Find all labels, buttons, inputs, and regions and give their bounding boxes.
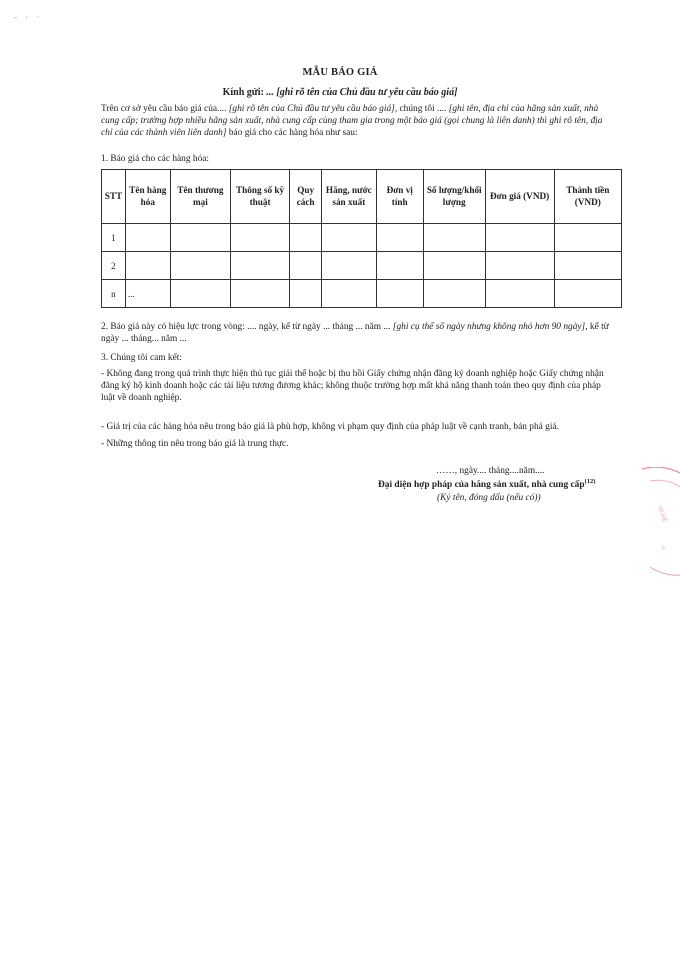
validity-placeholder: [ghi cụ thể số ngày nhưng không nhỏ hơn 90 ngày]: [392, 322, 586, 332]
section-3-heading: 3. Chúng tôi cam kết:: [101, 353, 182, 363]
table-cell: [125, 224, 170, 252]
table-cell: [423, 280, 485, 308]
commitment-item: - Không đang trong quá trình thực hiện thủ tục giải thể hoặc bị thu hồi Giấy chứng nhận đăng ký doanh nghiệp hoặc Giấy chứng nhận đăng ký hộ kinh doanh hoặc các tài liệu tương đương khác; không thuộc trường hợp mất khả năng thanh toán theo quy định của pháp luật về doanh nghiệp.: [101, 369, 604, 404]
quotation-table: [101, 169, 622, 308]
header-amount: Thành tiền (VND): [554, 170, 621, 224]
table-cell: [423, 252, 485, 280]
table-cell: [290, 252, 322, 280]
table-cell: [376, 224, 423, 252]
stamp-fragment-icon: [636, 467, 680, 577]
section-2-validity: [101, 321, 616, 345]
table-row: [102, 280, 622, 308]
svg-text:NGHỆ: NGHỆ: [656, 505, 668, 524]
table-cell: [290, 224, 322, 252]
section-1-heading: 1. Báo giá cho các hàng hóa:: [101, 154, 210, 164]
table-cell: [485, 252, 554, 280]
commitment-item: - Những thông tin nêu trong báo giá là trung thực.: [101, 439, 289, 449]
table-cell: [322, 224, 376, 252]
header-stt: STT: [102, 170, 126, 224]
table-cell: [170, 252, 230, 280]
recipient-prefix: Kính gửi:: [222, 87, 264, 98]
commitment-item: - Giá trị của các hàng hóa nêu trong báo giá là phù hợp, không vi phạm quy định của pháp luật về cạnh tranh, bán phá giá.: [101, 422, 559, 432]
header-trade-name: Tên thương mại: [170, 170, 230, 224]
header-packing: Quy cách: [290, 170, 322, 224]
intro-text-3: báo giá cho các hàng hóa như sau:: [226, 128, 358, 139]
table-cell: 2: [102, 252, 126, 280]
table-row: [102, 252, 622, 280]
table-cell: n: [102, 280, 126, 308]
table-cell: [290, 280, 322, 308]
validity-text: 2. Báo giá này có hiệu lực trong vòng: .... ngày, kể từ ngày ... tháng ... năm ...: [101, 322, 391, 332]
sign-note: (Ký tên, đóng dấu (nếu có)): [437, 493, 541, 503]
table-header-row: [102, 170, 622, 224]
table-row: [102, 224, 622, 252]
table-cell: [231, 280, 290, 308]
recipient-line: [0, 87, 680, 98]
intro-paragraph: [101, 103, 616, 140]
signer-text: Đại diện hợp pháp của hãng sản xuất, nhà cung cấp: [378, 480, 585, 491]
table-cell: 1: [102, 224, 126, 252]
table-cell: [554, 224, 621, 252]
table-cell: [170, 280, 230, 308]
table-cell: [231, 224, 290, 252]
table-cell: [554, 280, 621, 308]
recipient-placeholder: ... [ghi rõ tên của Chủ đầu tư yêu cầu báo giá]: [266, 87, 458, 98]
header-unit: Đơn vị tính: [376, 170, 423, 224]
table-cell: [170, 224, 230, 252]
header-product-name: Tên hàng hóa: [125, 170, 170, 224]
document-title: MẪU BÁO GIÁ: [302, 67, 378, 78]
corner-marks: - · ·: [14, 12, 43, 22]
intro-text-1: Trên cơ sở yêu cầu báo giá của....: [101, 104, 227, 114]
table-cell: [554, 252, 621, 280]
table-cell: [322, 252, 376, 280]
table-cell: [376, 252, 423, 280]
intro-placeholder-1: [ghi rõ tên của Chủ đầu tư yêu cầu báo giá]: [228, 104, 395, 114]
table-cell: [376, 280, 423, 308]
intro-text-2: , chúng tôi ....: [394, 104, 447, 114]
signer-title: [378, 478, 595, 490]
header-unit-price: Đơn giá (VND): [485, 170, 554, 224]
date-line: ……, ngày.... tháng....năm....: [436, 466, 545, 476]
header-manufacturer: Hãng, nước sản xuất: [322, 170, 376, 224]
svg-text:A: A: [659, 544, 666, 550]
table-cell: [125, 252, 170, 280]
header-quantity: Số lượng/khối lượng: [423, 170, 485, 224]
table-cell: [485, 224, 554, 252]
footnote-ref: (12): [584, 478, 596, 485]
table-cell: [231, 252, 290, 280]
table-cell: [423, 224, 485, 252]
table-cell: [322, 280, 376, 308]
header-specs: Thông số kỹ thuật: [231, 170, 290, 224]
table-cell: [485, 280, 554, 308]
table-cell: ...: [125, 280, 170, 308]
validity-tail: , kể từ ngày ... tháng... năm ...: [101, 322, 609, 345]
intro-placeholder-2: [ghi tên, địa chỉ của hãng sản xuất, nhà cung cấp; trường hợp nhiều hãng sản xuất, nhà cung cấp cùng tham gia trong một báo giá (gọi chung là liên danh) thì ghi rõ tên, địa chỉ của các thành viên liên danh]: [101, 104, 603, 139]
